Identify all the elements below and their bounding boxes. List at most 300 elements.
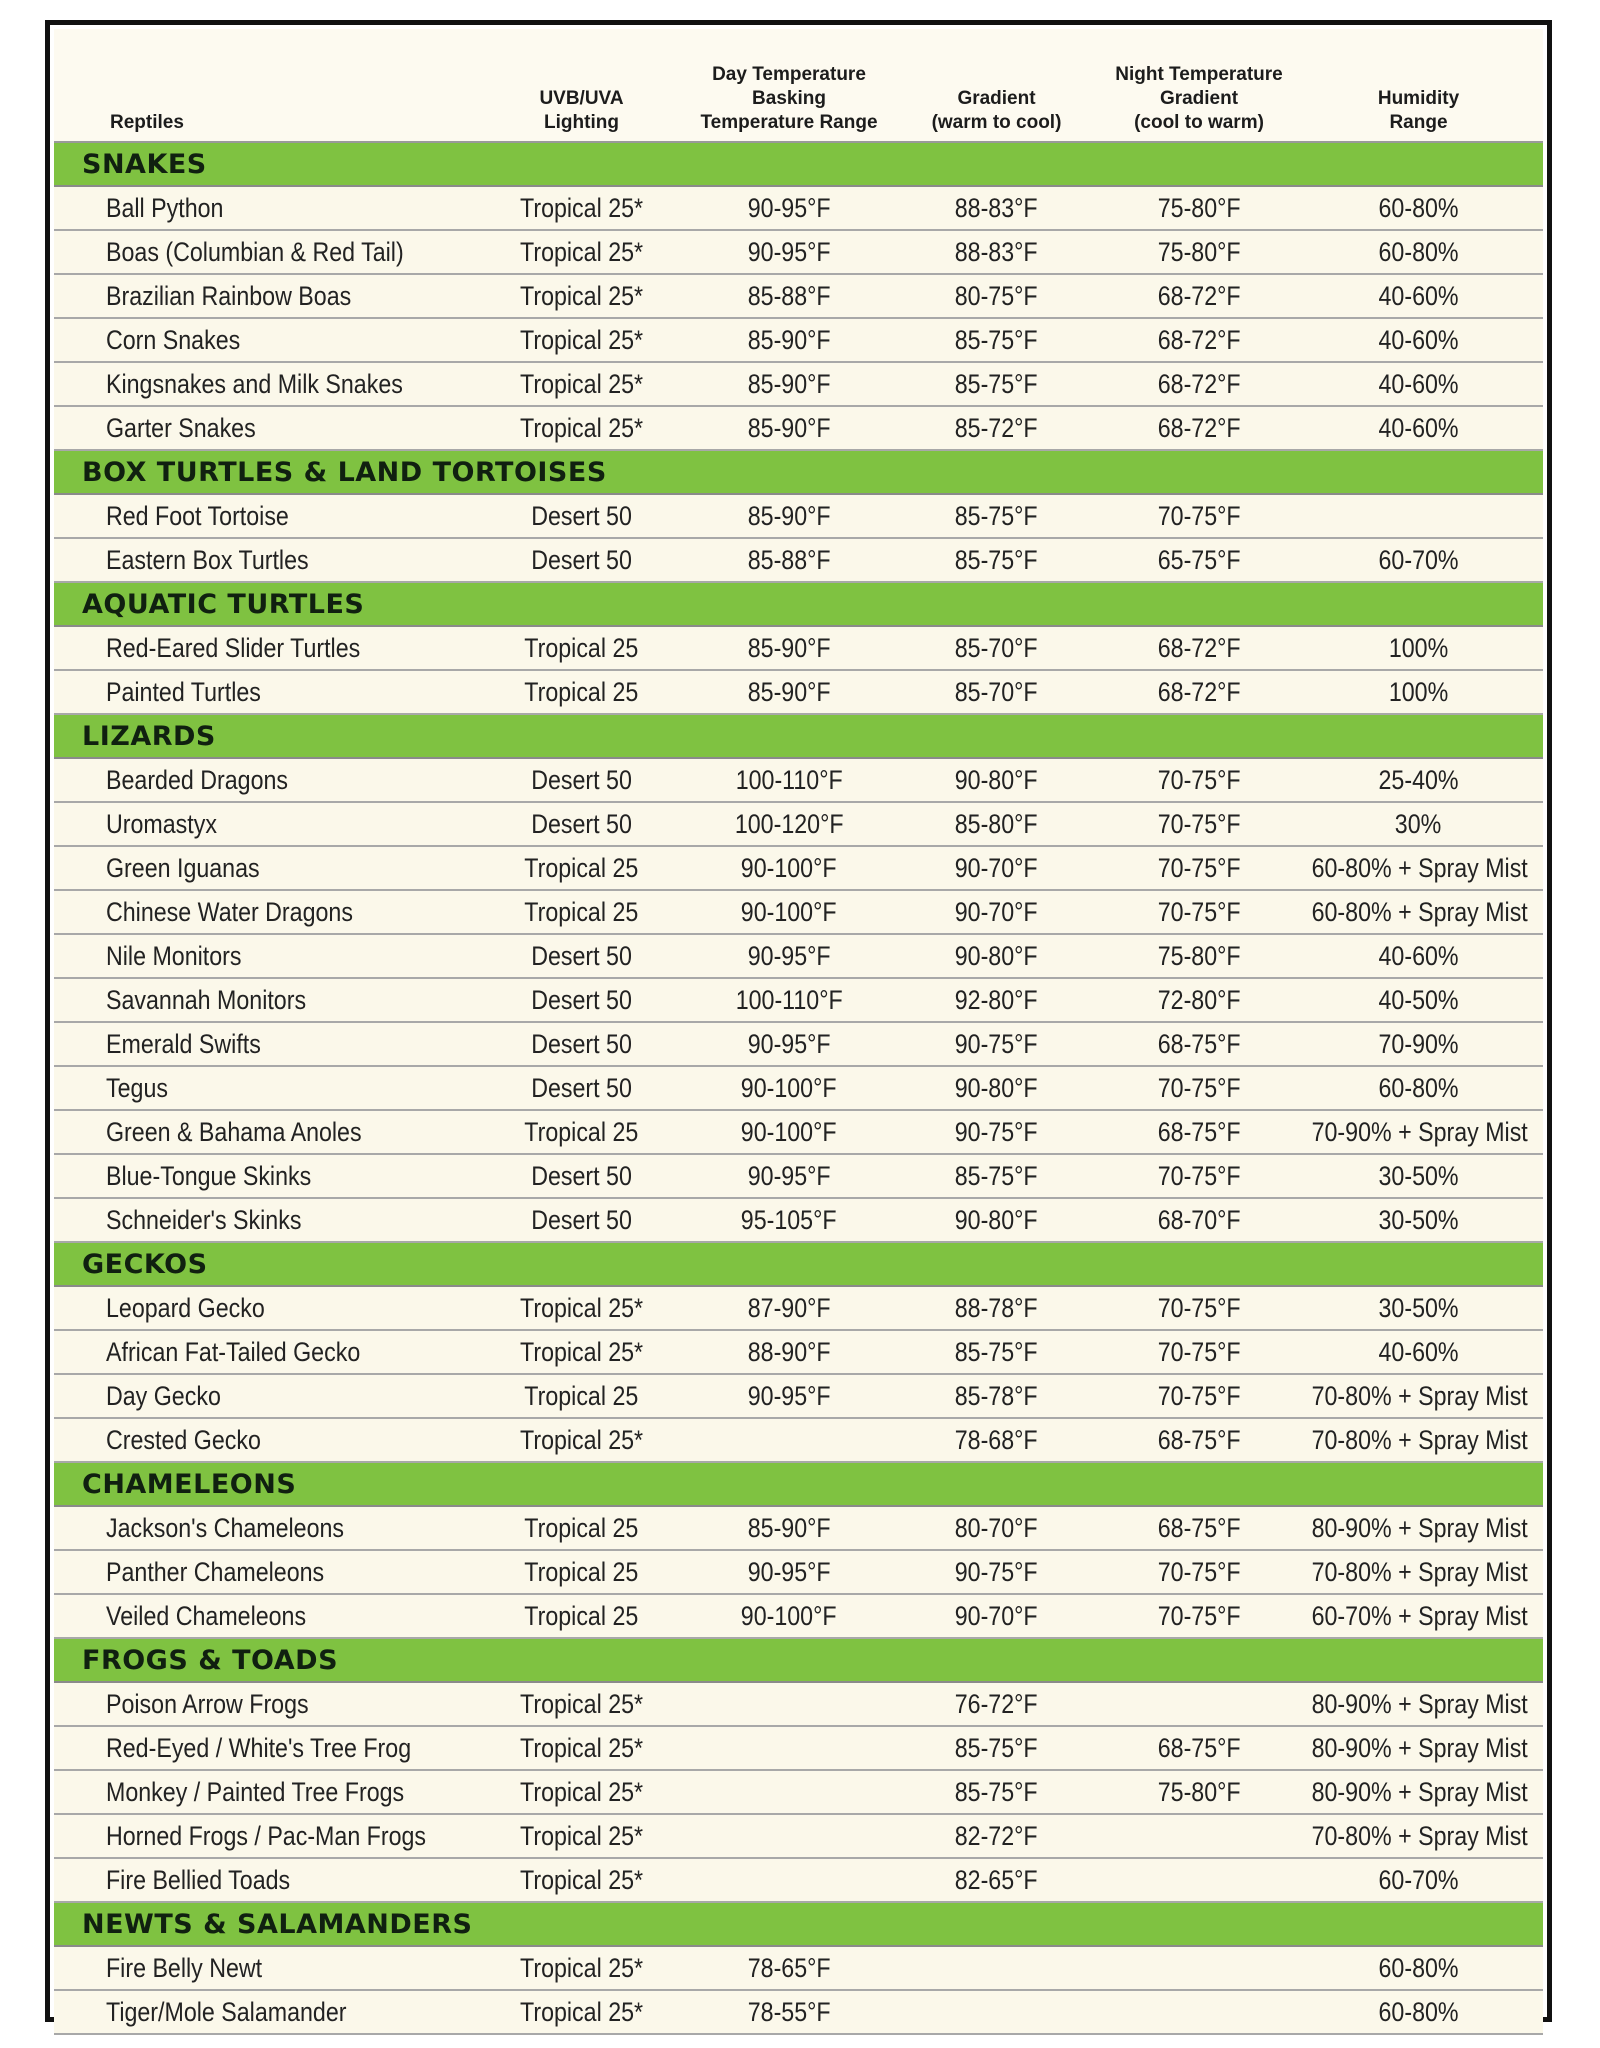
table-row xyxy=(54,1770,1543,1814)
gradient-warm-to-cool-cell xyxy=(889,230,1104,274)
lighting: Desert 50 xyxy=(531,544,632,575)
day-temperature: 90-95°F xyxy=(747,940,831,971)
night-gradient-cell xyxy=(1104,670,1294,714)
night-gradient-cell xyxy=(1104,1330,1294,1374)
species-name-cell xyxy=(54,1682,474,1726)
header-night-temperature xyxy=(1104,29,1294,142)
category-title: AQUATIC TURTLES xyxy=(54,582,1543,626)
gradient-warm-to-cool: 88-78°F xyxy=(955,1292,1038,1323)
humidity-cell xyxy=(1294,1594,1543,1638)
header-line: UVB/UVA xyxy=(539,88,624,109)
lighting: Desert 50 xyxy=(531,1204,632,1235)
gradient-warm-to-cool-cell xyxy=(889,890,1104,934)
humidity: 30-50% xyxy=(1378,1160,1459,1191)
day-temperature-cell xyxy=(689,934,889,978)
lighting: Tropical 25* xyxy=(519,1688,644,1719)
day-temperature: 85-88°F xyxy=(747,280,831,311)
gradient-warm-to-cool: 90-80°F xyxy=(955,1204,1038,1235)
species-name-cell xyxy=(54,978,474,1022)
lighting-cell xyxy=(474,934,689,978)
category-row xyxy=(54,1902,1543,1946)
day-temperature-cell xyxy=(689,362,889,406)
species-name: Corn Snakes xyxy=(106,324,241,355)
humidity: 30-50% xyxy=(1378,1292,1459,1323)
gradient-warm-to-cool-cell xyxy=(889,538,1104,582)
table-row xyxy=(54,1286,1543,1330)
night-gradient: 70-75°F xyxy=(1157,1292,1241,1323)
humidity-cell xyxy=(1294,406,1543,450)
night-gradient-cell xyxy=(1104,538,1294,582)
night-gradient: 68-75°F xyxy=(1157,1512,1241,1543)
lighting-cell xyxy=(474,1374,689,1418)
table-row xyxy=(54,1726,1543,1770)
humidity-cell xyxy=(1294,1946,1543,1990)
species-name-cell xyxy=(54,362,474,406)
species-name: Uromastyx xyxy=(106,808,217,839)
humidity: 30% xyxy=(1395,808,1442,839)
humidity: 60-80% xyxy=(1378,1996,1459,2027)
lighting-cell xyxy=(474,1858,689,1902)
lighting: Desert 50 xyxy=(531,1072,632,1103)
species-name-cell xyxy=(54,1506,474,1550)
species-name-cell xyxy=(54,1550,474,1594)
lighting-cell xyxy=(474,1682,689,1726)
day-temperature: 90-95°F xyxy=(747,236,831,267)
day-temperature: 85-90°F xyxy=(747,1512,831,1543)
gradient-warm-to-cool: 80-75°F xyxy=(955,280,1038,311)
humidity-cell xyxy=(1294,538,1543,582)
day-temperature: 85-90°F xyxy=(747,412,831,443)
day-temperature: 85-90°F xyxy=(747,676,831,707)
category-title: SNAKES xyxy=(54,142,1543,186)
species-name: Red Foot Tortoise xyxy=(106,500,289,531)
gradient-warm-to-cool-cell xyxy=(889,1286,1104,1330)
day-temperature-cell xyxy=(689,1946,889,1990)
night-gradient-cell xyxy=(1104,1550,1294,1594)
night-gradient-cell xyxy=(1104,626,1294,670)
lighting: Tropical 25* xyxy=(519,236,644,267)
lighting: Tropical 25* xyxy=(519,412,644,443)
day-temperature: 100-120°F xyxy=(734,808,844,839)
table-row xyxy=(54,406,1543,450)
humidity: 80-90% + Spray Mist xyxy=(1311,1512,1528,1543)
species-name-cell xyxy=(54,274,474,318)
day-temperature: 78-65°F xyxy=(747,1952,831,1983)
species-name: Blue-Tongue Skinks xyxy=(106,1160,312,1191)
lighting-cell xyxy=(474,802,689,846)
night-gradient: 70-75°F xyxy=(1157,500,1241,531)
lighting-cell xyxy=(474,1990,689,2034)
header-line: Day Temperature xyxy=(712,64,866,85)
table-row xyxy=(54,1418,1543,1462)
species-name-cell xyxy=(54,1858,474,1902)
category-row xyxy=(54,1242,1543,1286)
species-name-cell xyxy=(54,758,474,802)
header-line: Night Temperature xyxy=(1115,64,1283,85)
table-row xyxy=(54,1110,1543,1154)
species-name-cell xyxy=(54,406,474,450)
gradient-warm-to-cool: 85-78°F xyxy=(955,1380,1038,1411)
gradient-warm-to-cool: 85-75°F xyxy=(955,500,1038,531)
species-name-cell xyxy=(54,670,474,714)
night-gradient: 70-75°F xyxy=(1157,764,1241,795)
gradient-warm-to-cool: 90-75°F xyxy=(955,1028,1038,1059)
species-name: Ball Python xyxy=(106,192,224,223)
header-line: Reptiles xyxy=(110,112,184,133)
lighting: Tropical 25* xyxy=(519,1820,644,1851)
species-name-cell xyxy=(54,1418,474,1462)
humidity-cell xyxy=(1294,978,1543,1022)
table-row xyxy=(54,494,1543,538)
night-gradient: 75-80°F xyxy=(1157,236,1241,267)
night-gradient-cell xyxy=(1104,1154,1294,1198)
day-temperature-cell xyxy=(689,186,889,230)
header-line: Lighting xyxy=(544,112,619,133)
humidity: 40-60% xyxy=(1378,280,1459,311)
species-name: Savannah Monitors xyxy=(106,984,307,1015)
lighting-cell xyxy=(474,1506,689,1550)
gradient-warm-to-cool-cell xyxy=(889,1990,1104,2034)
day-temperature: 90-100°F xyxy=(741,852,837,883)
day-temperature-cell xyxy=(689,1814,889,1858)
humidity: 40-60% xyxy=(1378,412,1459,443)
species-name: Chinese Water Dragons xyxy=(106,896,353,927)
humidity: 25-40% xyxy=(1378,764,1459,795)
day-temperature: 100-110°F xyxy=(735,984,843,1015)
table-row xyxy=(54,186,1543,230)
lighting: Desert 50 xyxy=(531,984,632,1015)
lighting-cell xyxy=(474,1814,689,1858)
night-gradient: 70-75°F xyxy=(1157,1556,1241,1587)
night-gradient-cell xyxy=(1104,802,1294,846)
lighting: Tropical 25 xyxy=(524,632,639,663)
night-gradient-cell xyxy=(1104,1990,1294,2034)
header-line: Humidity xyxy=(1377,88,1460,109)
species-name: Nile Monitors xyxy=(106,940,242,971)
night-gradient-cell xyxy=(1104,230,1294,274)
day-temperature-cell xyxy=(689,1198,889,1242)
species-name: Green Iguanas xyxy=(106,852,260,883)
gradient-warm-to-cool-cell xyxy=(889,1110,1104,1154)
lighting-cell xyxy=(474,1330,689,1374)
species-name-cell xyxy=(54,626,474,670)
species-name: Brazilian Rainbow Boas xyxy=(106,280,352,311)
night-gradient: 68-72°F xyxy=(1157,676,1241,707)
lighting-cell xyxy=(474,1770,689,1814)
lighting: Tropical 25* xyxy=(519,1732,644,1763)
species-name: Garter Snakes xyxy=(106,412,256,443)
night-gradient-cell xyxy=(1104,362,1294,406)
header-line: (warm to cool) xyxy=(931,112,1062,133)
gradient-warm-to-cool: 85-75°F xyxy=(955,1732,1038,1763)
humidity-cell xyxy=(1294,1814,1543,1858)
humidity: 60-70% xyxy=(1378,1864,1459,1895)
species-name: Fire Bellied Toads xyxy=(106,1864,291,1895)
humidity-cell xyxy=(1294,1550,1543,1594)
lighting-cell xyxy=(474,406,689,450)
species-name-cell xyxy=(54,318,474,362)
humidity-cell xyxy=(1294,1330,1543,1374)
lighting-cell xyxy=(474,274,689,318)
night-gradient-cell xyxy=(1104,1110,1294,1154)
day-temperature-cell xyxy=(689,802,889,846)
gradient-warm-to-cool-cell xyxy=(889,274,1104,318)
night-gradient-cell xyxy=(1104,318,1294,362)
lighting: Tropical 25* xyxy=(519,1336,644,1367)
night-gradient: 70-75°F xyxy=(1157,1380,1241,1411)
day-temperature-cell xyxy=(689,1990,889,2034)
gradient-warm-to-cool: 88-83°F xyxy=(955,236,1038,267)
humidity: 100% xyxy=(1388,676,1449,707)
day-temperature-cell xyxy=(689,1330,889,1374)
night-gradient: 70-75°F xyxy=(1157,1072,1241,1103)
day-temperature-cell xyxy=(689,494,889,538)
night-gradient: 68-72°F xyxy=(1157,280,1241,311)
humidity: 40-60% xyxy=(1378,1336,1459,1367)
day-temperature-cell xyxy=(689,1682,889,1726)
lighting: Tropical 25* xyxy=(519,1292,644,1323)
lighting-cell xyxy=(474,1286,689,1330)
lighting-cell xyxy=(474,1594,689,1638)
humidity-cell xyxy=(1294,230,1543,274)
gradient-warm-to-cool: 85-72°F xyxy=(955,412,1038,443)
table-row xyxy=(54,802,1543,846)
gradient-warm-to-cool-cell xyxy=(889,406,1104,450)
lighting: Tropical 25 xyxy=(524,1600,639,1631)
species-name-cell xyxy=(54,538,474,582)
day-temperature-cell xyxy=(689,1594,889,1638)
night-gradient: 68-75°F xyxy=(1157,1028,1241,1059)
table-row xyxy=(54,1990,1543,2034)
night-gradient: 70-75°F xyxy=(1157,896,1241,927)
lighting-cell xyxy=(474,362,689,406)
lighting-cell xyxy=(474,846,689,890)
night-gradient: 68-70°F xyxy=(1157,1204,1241,1235)
table-row xyxy=(54,758,1543,802)
night-gradient-cell xyxy=(1104,1022,1294,1066)
day-temperature-cell xyxy=(689,230,889,274)
lighting-cell xyxy=(474,1946,689,1990)
species-name: Green & Bahama Anoles xyxy=(106,1116,362,1147)
humidity-cell xyxy=(1294,1506,1543,1550)
header-reptiles xyxy=(54,29,474,142)
night-gradient: 65-75°F xyxy=(1157,544,1241,575)
table-row xyxy=(54,978,1543,1022)
night-gradient: 70-75°F xyxy=(1157,1600,1241,1631)
night-gradient-cell xyxy=(1104,1594,1294,1638)
night-gradient: 70-75°F xyxy=(1157,808,1241,839)
day-temperature: 100-110°F xyxy=(735,764,843,795)
night-gradient-cell xyxy=(1104,1374,1294,1418)
header-row xyxy=(54,29,1543,142)
night-gradient-cell xyxy=(1104,934,1294,978)
species-name-cell xyxy=(54,1594,474,1638)
table-row xyxy=(54,1330,1543,1374)
night-gradient-cell xyxy=(1104,1286,1294,1330)
table-row xyxy=(54,1066,1543,1110)
lighting-cell xyxy=(474,670,689,714)
day-temperature-cell xyxy=(689,1858,889,1902)
humidity-cell xyxy=(1294,1682,1543,1726)
gradient-warm-to-cool: 92-80°F xyxy=(955,984,1038,1015)
lighting-cell xyxy=(474,538,689,582)
day-temperature-cell xyxy=(689,978,889,1022)
day-temperature: 90-100°F xyxy=(741,1116,837,1147)
lighting: Desert 50 xyxy=(531,808,632,839)
reptile-care-table xyxy=(54,29,1543,2035)
header-line: Range xyxy=(1389,112,1448,133)
table-row xyxy=(54,890,1543,934)
table-row xyxy=(54,1814,1543,1858)
species-name: Poison Arrow Frogs xyxy=(106,1688,309,1719)
category-row xyxy=(54,1462,1543,1506)
gradient-warm-to-cool: 85-75°F xyxy=(955,1776,1038,1807)
day-temperature: 85-88°F xyxy=(747,544,831,575)
gradient-warm-to-cool-cell xyxy=(889,1814,1104,1858)
species-name: Fire Belly Newt xyxy=(106,1952,263,1983)
day-temperature: 85-90°F xyxy=(747,632,831,663)
lighting: Tropical 25* xyxy=(519,324,644,355)
gradient-warm-to-cool: 90-75°F xyxy=(955,1556,1038,1587)
humidity: 70-80% + Spray Mist xyxy=(1311,1380,1528,1411)
gradient-warm-to-cool: 90-70°F xyxy=(955,852,1038,883)
gradient-warm-to-cool-cell xyxy=(889,1374,1104,1418)
day-temperature: 85-90°F xyxy=(747,500,831,531)
lighting-cell xyxy=(474,890,689,934)
day-temperature: 90-100°F xyxy=(741,1600,837,1631)
species-name: Red-Eyed / White's Tree Frog xyxy=(106,1732,412,1763)
table-row xyxy=(54,1506,1543,1550)
night-gradient: 70-75°F xyxy=(1157,1336,1241,1367)
species-name-cell xyxy=(54,934,474,978)
humidity-cell xyxy=(1294,1858,1543,1902)
header-humidity xyxy=(1294,29,1543,142)
lighting: Tropical 25 xyxy=(524,896,639,927)
species-name: Bearded Dragons xyxy=(106,764,289,795)
species-name: African Fat-Tailed Gecko xyxy=(106,1336,361,1367)
table-row xyxy=(54,1022,1543,1066)
table-row xyxy=(54,1858,1543,1902)
humidity-cell xyxy=(1294,1726,1543,1770)
lighting-cell xyxy=(474,1418,689,1462)
humidity: 80-90% + Spray Mist xyxy=(1311,1776,1528,1807)
day-temperature-cell xyxy=(689,406,889,450)
day-temperature: 95-105°F xyxy=(741,1204,837,1235)
lighting: Tropical 25 xyxy=(524,852,639,883)
category-row xyxy=(54,450,1543,494)
category-row xyxy=(54,142,1543,186)
lighting-cell xyxy=(474,1154,689,1198)
species-name-cell xyxy=(54,1990,474,2034)
lighting-cell xyxy=(474,1066,689,1110)
care-chart-frame xyxy=(45,20,1552,2027)
day-temperature-cell xyxy=(689,846,889,890)
gradient-warm-to-cool: 85-75°F xyxy=(955,368,1038,399)
humidity: 40-60% xyxy=(1378,368,1459,399)
table-row xyxy=(54,670,1543,714)
gradient-warm-to-cool-cell xyxy=(889,1066,1104,1110)
header-lighting xyxy=(474,29,689,142)
day-temperature-cell xyxy=(689,1770,889,1814)
humidity: 60-80% + Spray Mist xyxy=(1311,852,1528,883)
species-name: Day Gecko xyxy=(106,1380,221,1411)
gradient-warm-to-cool-cell xyxy=(889,362,1104,406)
lighting-cell xyxy=(474,978,689,1022)
night-gradient-cell xyxy=(1104,1506,1294,1550)
table-row xyxy=(54,1374,1543,1418)
humidity-cell xyxy=(1294,670,1543,714)
gradient-warm-to-cool-cell xyxy=(889,494,1104,538)
day-temperature-cell xyxy=(689,538,889,582)
lighting: Desert 50 xyxy=(531,940,632,971)
lighting-cell xyxy=(474,626,689,670)
gradient-warm-to-cool: 85-70°F xyxy=(955,676,1038,707)
gradient-warm-to-cool: 85-70°F xyxy=(955,632,1038,663)
humidity-cell xyxy=(1294,1990,1543,2034)
lighting-cell xyxy=(474,230,689,274)
species-name-cell xyxy=(54,1330,474,1374)
gradient-warm-to-cool: 90-80°F xyxy=(955,764,1038,795)
lighting-cell xyxy=(474,186,689,230)
night-gradient: 68-72°F xyxy=(1157,368,1241,399)
lighting: Desert 50 xyxy=(531,1028,632,1059)
humidity-cell xyxy=(1294,1022,1543,1066)
gradient-warm-to-cool: 76-72°F xyxy=(955,1688,1038,1719)
lighting: Tropical 25* xyxy=(519,1996,644,2027)
night-gradient-cell xyxy=(1104,1198,1294,1242)
humidity: 60-80% xyxy=(1378,1952,1459,1983)
day-temperature-cell xyxy=(689,758,889,802)
humidity-cell xyxy=(1294,362,1543,406)
species-name-cell xyxy=(54,1110,474,1154)
lighting-cell xyxy=(474,494,689,538)
humidity-cell xyxy=(1294,1374,1543,1418)
species-name-cell xyxy=(54,1946,474,1990)
gradient-warm-to-cool-cell xyxy=(889,758,1104,802)
species-name-cell xyxy=(54,802,474,846)
lighting-cell xyxy=(474,318,689,362)
species-name: Tegus xyxy=(106,1072,168,1103)
gradient-warm-to-cool: 90-80°F xyxy=(955,940,1038,971)
species-name-cell xyxy=(54,494,474,538)
lighting-cell xyxy=(474,1726,689,1770)
night-gradient: 68-75°F xyxy=(1157,1424,1241,1455)
gradient-warm-to-cool: 90-75°F xyxy=(955,1116,1038,1147)
night-gradient: 75-80°F xyxy=(1157,1776,1241,1807)
day-temperature-cell xyxy=(689,626,889,670)
gradient-warm-to-cool-cell xyxy=(889,1594,1104,1638)
night-gradient-cell xyxy=(1104,846,1294,890)
gradient-warm-to-cool-cell xyxy=(889,978,1104,1022)
night-gradient: 68-75°F xyxy=(1157,1732,1241,1763)
night-gradient: 75-80°F xyxy=(1157,192,1241,223)
table-row xyxy=(54,934,1543,978)
gradient-warm-to-cool-cell xyxy=(889,1022,1104,1066)
humidity-cell xyxy=(1294,1110,1543,1154)
humidity: 70-80% + Spray Mist xyxy=(1311,1820,1528,1851)
humidity-cell xyxy=(1294,1286,1543,1330)
gradient-warm-to-cool: 90-80°F xyxy=(955,1072,1038,1103)
gradient-warm-to-cool-cell xyxy=(889,1946,1104,1990)
gradient-warm-to-cool-cell xyxy=(889,1858,1104,1902)
category-title: FROGS & TOADS xyxy=(54,1638,1543,1682)
night-gradient-cell xyxy=(1104,978,1294,1022)
day-temperature: 90-100°F xyxy=(741,896,837,927)
table-row xyxy=(54,626,1543,670)
gradient-warm-to-cool-cell xyxy=(889,670,1104,714)
lighting-cell xyxy=(474,1550,689,1594)
lighting: Tropical 25* xyxy=(519,1424,644,1455)
